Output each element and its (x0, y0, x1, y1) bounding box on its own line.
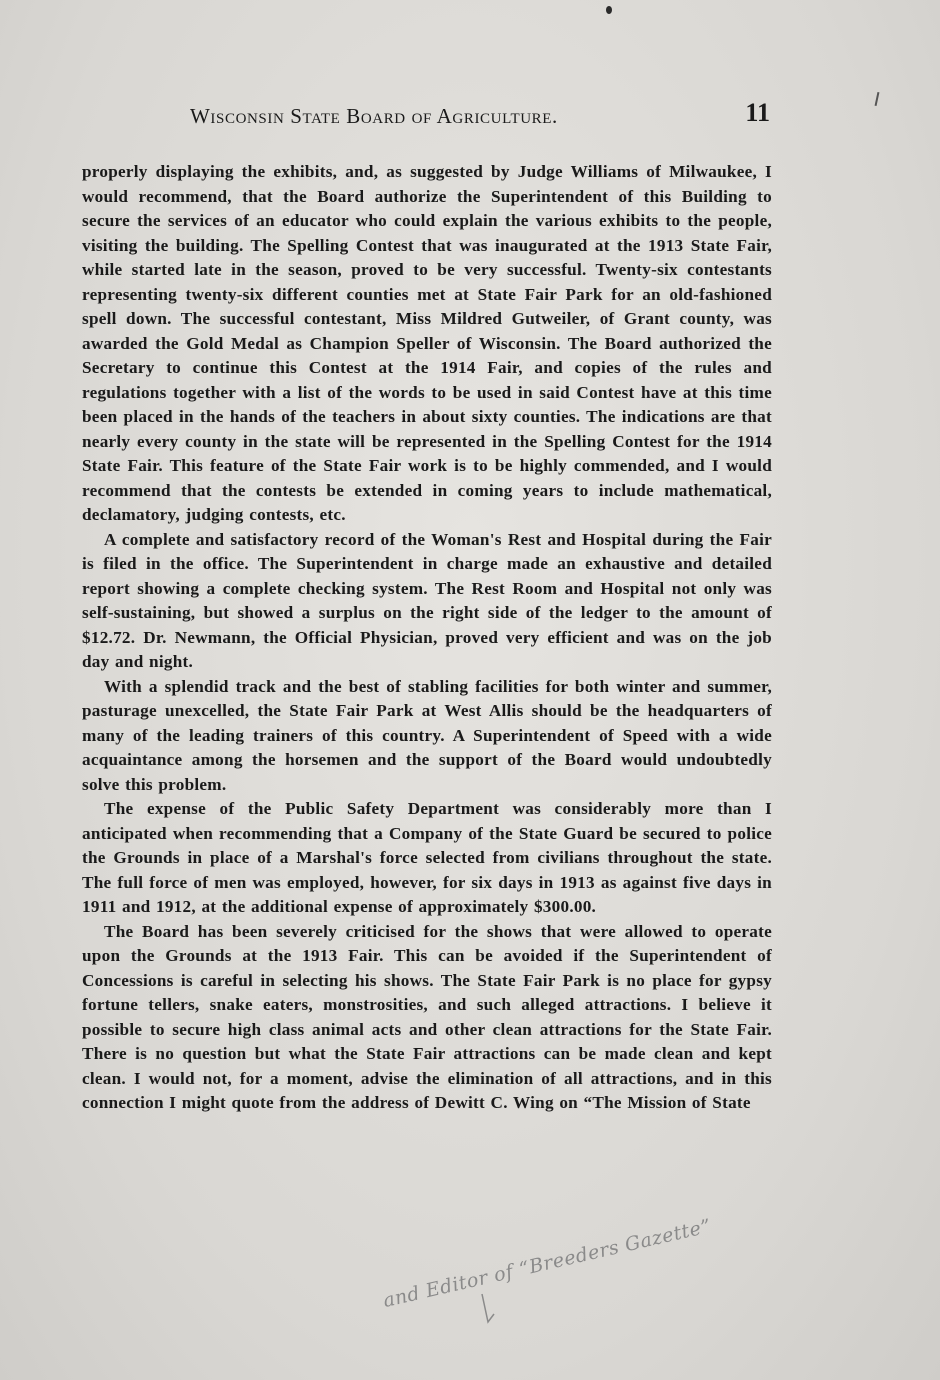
page-number: 11 (745, 98, 770, 127)
paragraph-public-safety: The expense of the Public Safety Department was considerably more than I anticipated when recommending that a Company of the State Guard be secured to police the Grounds in place of a Marshal's force selected from civilians throughout the state. The full force of men was employed, however, for six days in 1913 as against five days in 1911 and 1912, at the additional expense of approximately $300.00. (82, 799, 772, 916)
margin-mark (875, 92, 880, 106)
paragraph-spelling-contest: properly displaying the exhibits, and, as suggested by Judge Williams of Milwaukee, I would recommend, that the Board authorize the Superintendent of this Building to secure the services of an educator who could explain the various exhibits to the people, visiting the building. The Spelling Contest that was inaugurated at the 1913 State Fair, while started late in the season, proved to be very successful. Twenty-six contestants representing twenty-six different counties met at State Fair Park for an old-fashioned spell down. The successful contestant, Miss Mildred Gutweiler, of Grant county, was awarded the Gold Medal as Champion Speller of Wisconsin. The Board authorized the Secretary to continue this Contest at the 1914 Fair, and copies of the rules and regulations together with a list of the words to be used in said Contest have at this time been placed in the hands of the teachers in about sixty counties. The indications are that nearly every county in the state will be represented in the Spelling Contest for the 1914 State Fair. This feature of the State Fair work is to be highly commended, and I would recommend that the contests be extended in coming years to include mathematical, declamatory, judging contests, etc. (82, 162, 772, 524)
handwritten-annotation: and Editor of “Breeders Gazette” (381, 1214, 714, 1312)
paragraph-speed: With a splendid track and the best of stabling facilities for both winter and summer, pasturage unexcelled, the State Fair Park at West Allis should be the headquarters of many of the leading trainers of this country. A Superintendent of Speed with a wide acquaintance among the horsemen and the support of the Board would undoubtedly solve this problem. (82, 676, 772, 794)
body-text (82, 160, 772, 1116)
running-title: Wisconsin State Board of Agriculture. (190, 104, 558, 128)
ink-dot (606, 6, 612, 14)
paragraph-shows: The Board has been severely criticised for the shows that were allowed to operate upon the Grounds at the 1913 Fair. This can be avoided if the Superintendent of Concessions is careful in selecting his shows. The State Fair Park is no place for gypsy fortune tellers, snake eaters, monstrosities, and such alleged attractions. I believe it possible to secure high class animal acts and other clean attractions for the State Fair. There is no question but what the State Fair attractions can be made clean and kept clean. I would not, for a moment, advise the elimination of all attractions, and in this connection I might quote from the address of Dewitt C. Wing on “The Mission of State (82, 921, 772, 1112)
insert-caret-icon (478, 1292, 498, 1328)
paragraph-rest-hospital: A complete and satisfactory record of the Woman's Rest and Hospital during the Fair is filed in the office. The Superintendent in charge made an exhaustive and detailed report showing a complete checking system. The Rest Room and Hospital not only was self-sustaining, but showed a surplus on the right side of the ledger to the amount of $12.72. Dr. Newmann, the Official Physician, proved very efficient and was on the job day and night. (82, 529, 772, 671)
running-header (190, 98, 770, 134)
